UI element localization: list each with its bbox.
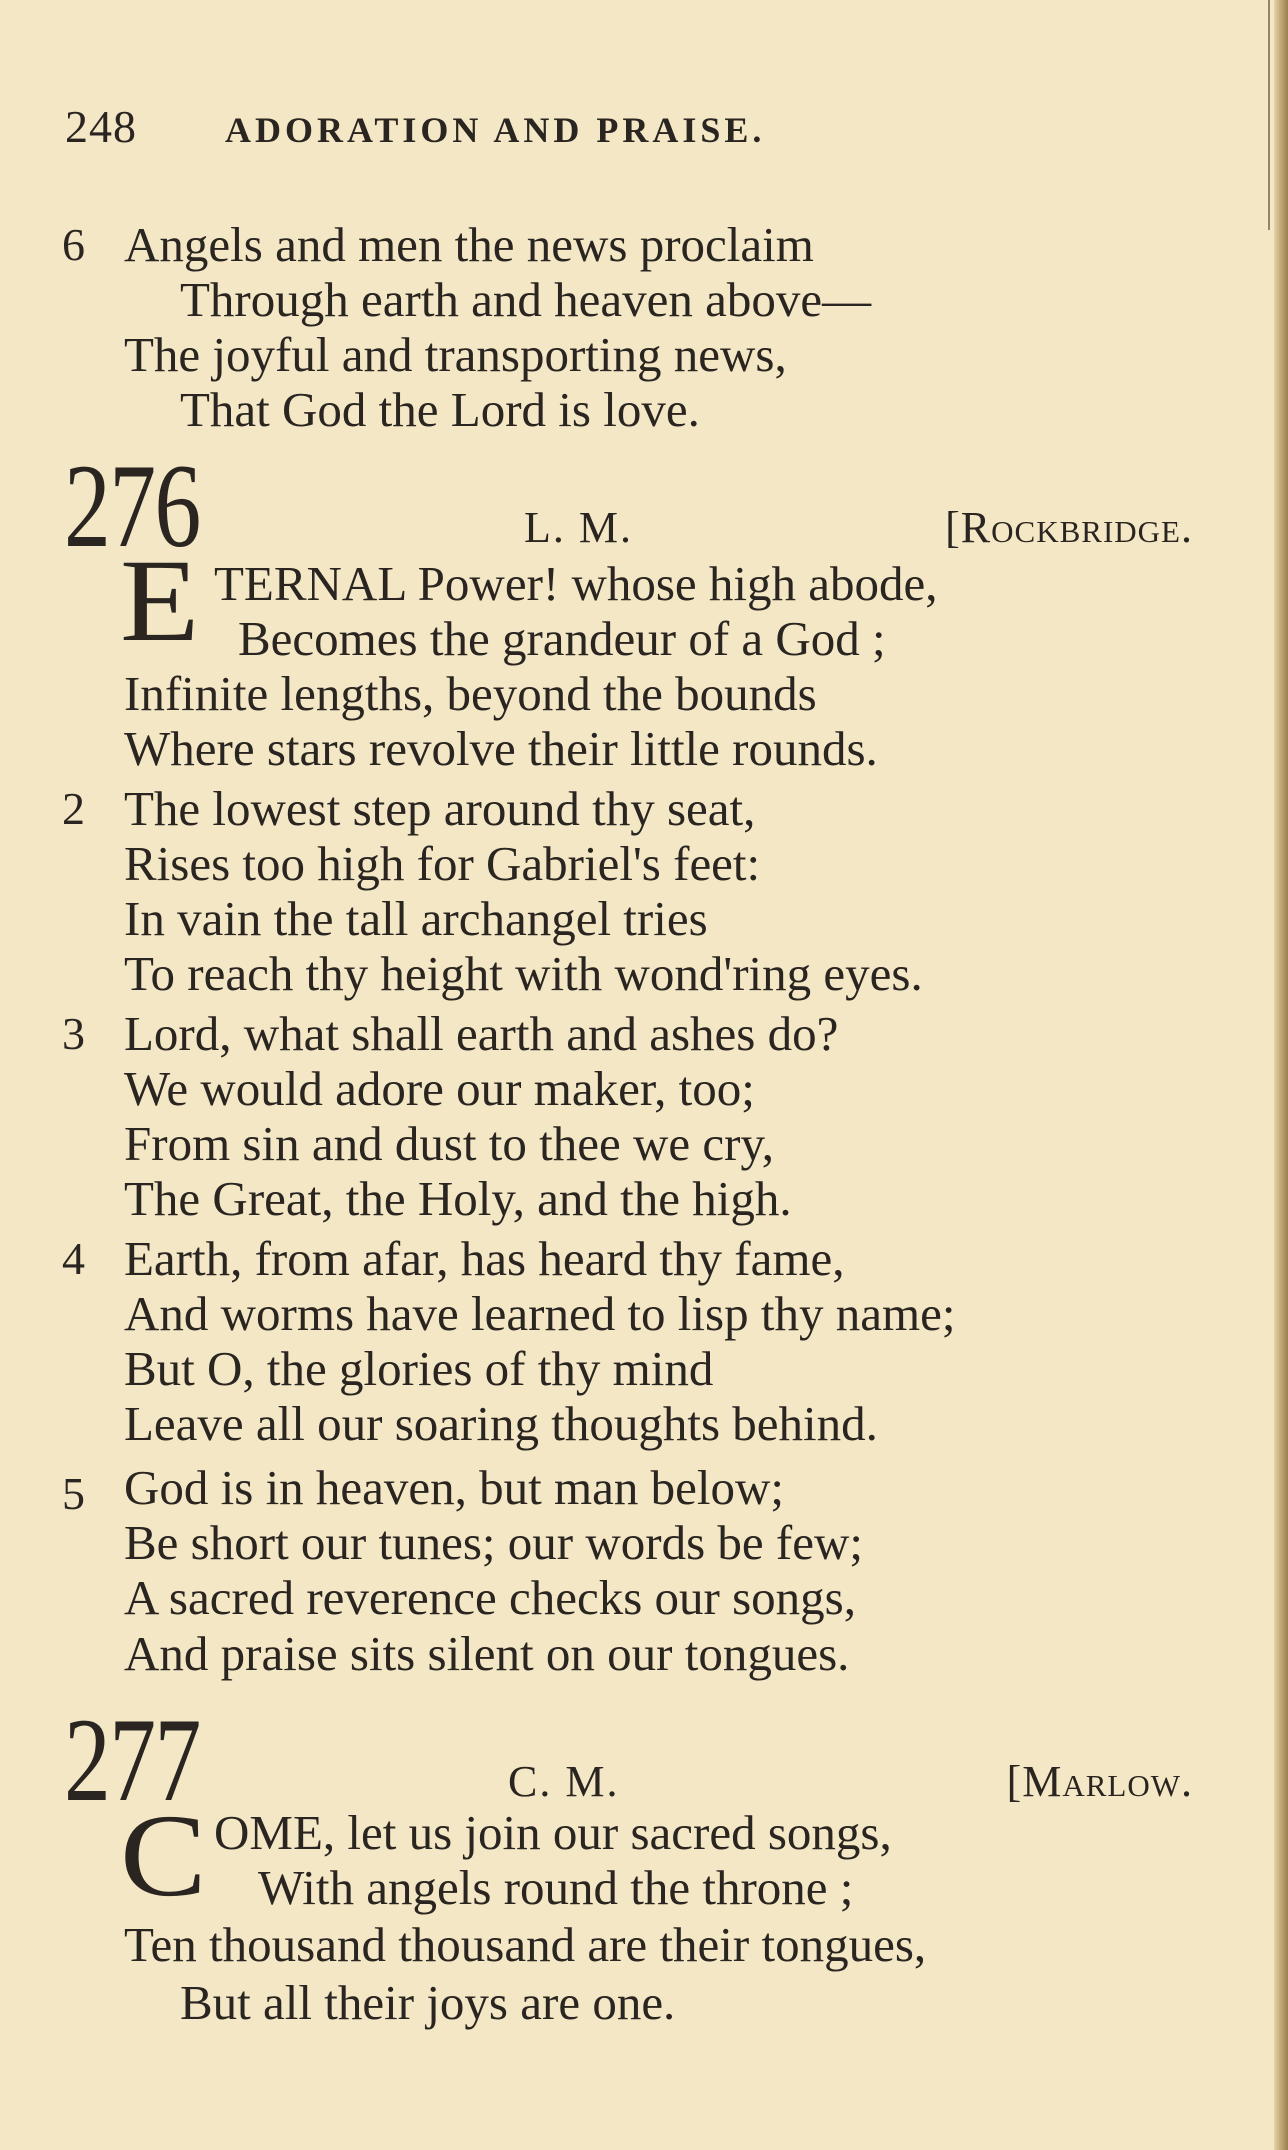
verse-line: OME, let us join our sacred songs, bbox=[214, 1805, 892, 1860]
verse-line: Where stars revolve their little rounds. bbox=[124, 721, 878, 776]
verse-line: With angels round the throne ; bbox=[258, 1860, 854, 1915]
verse-number: 5 bbox=[62, 1468, 85, 1519]
verse-line: And praise sits silent on our tongues. bbox=[124, 1626, 850, 1681]
page-edge bbox=[1274, 0, 1288, 2150]
verse-line: Through earth and heaven above— bbox=[180, 272, 872, 327]
drop-cap: C bbox=[120, 1790, 207, 1921]
verse-line: God is in heaven, but man below; bbox=[124, 1460, 785, 1515]
verse-line: The joyful and transporting news, bbox=[124, 327, 787, 382]
verse-line: A sacred reverence checks our songs, bbox=[124, 1570, 856, 1625]
hymn-tune: [Marlow. bbox=[1006, 1757, 1193, 1806]
section-title: ADORATION AND PRAISE. bbox=[225, 110, 766, 150]
verse-line: That God the Lord is love. bbox=[180, 382, 700, 437]
verse-number: 4 bbox=[62, 1233, 85, 1284]
verse-line: Earth, from afar, has heard thy fame, bbox=[124, 1231, 845, 1286]
verse-line: But all their joys are one. bbox=[180, 1975, 676, 2030]
page-number: 248 bbox=[65, 101, 137, 152]
running-head bbox=[65, 100, 765, 153]
verse-line: The lowest step around thy seat, bbox=[124, 781, 756, 836]
verse-line: Angels and men the news proclaim bbox=[124, 217, 814, 272]
verse-line: Be short our tunes; our words be few; bbox=[124, 1515, 863, 1570]
hymn-number: 276 bbox=[64, 439, 200, 572]
verse-line: The Great, the Holy, and the high. bbox=[124, 1171, 792, 1226]
verse-line: From sin and dust to thee we cry, bbox=[124, 1116, 775, 1171]
verse-line: We would adore our maker, too; bbox=[124, 1061, 755, 1116]
verse-number: 2 bbox=[62, 783, 85, 834]
verse-line: Lord, what shall earth and ashes do? bbox=[124, 1006, 839, 1061]
hymn-number: 277 bbox=[64, 1693, 200, 1826]
verse-line: In vain the tall archangel tries bbox=[124, 891, 708, 946]
verse-line: Infinite lengths, beyond the bounds bbox=[124, 666, 817, 721]
verse-line: Leave all our soaring thoughts behind. bbox=[124, 1396, 878, 1451]
verse-line: Ten thousand thousand are their tongues, bbox=[124, 1917, 927, 1972]
verse-number: 3 bbox=[62, 1008, 85, 1059]
verse-line: Rises too high for Gabriel's feet: bbox=[124, 836, 761, 891]
verse-line: To reach thy height with wond'ring eyes. bbox=[124, 946, 923, 1001]
hymn-tune: [Rockbridge. bbox=[945, 503, 1193, 552]
verse-line: TERNAL Power! whose high abode, bbox=[214, 556, 938, 611]
drop-cap: E bbox=[120, 535, 200, 666]
hymn-meter: C. M. bbox=[508, 1757, 620, 1806]
hymn-meter: L. M. bbox=[524, 503, 633, 552]
page-edge-line bbox=[1268, 0, 1270, 230]
verse-line: But O, the glories of thy mind bbox=[124, 1341, 714, 1396]
verse-number: 6 bbox=[62, 219, 85, 270]
verse-line: And worms have learned to lisp thy name; bbox=[124, 1286, 956, 1341]
verse-line: Becomes the grandeur of a God ; bbox=[238, 611, 886, 666]
